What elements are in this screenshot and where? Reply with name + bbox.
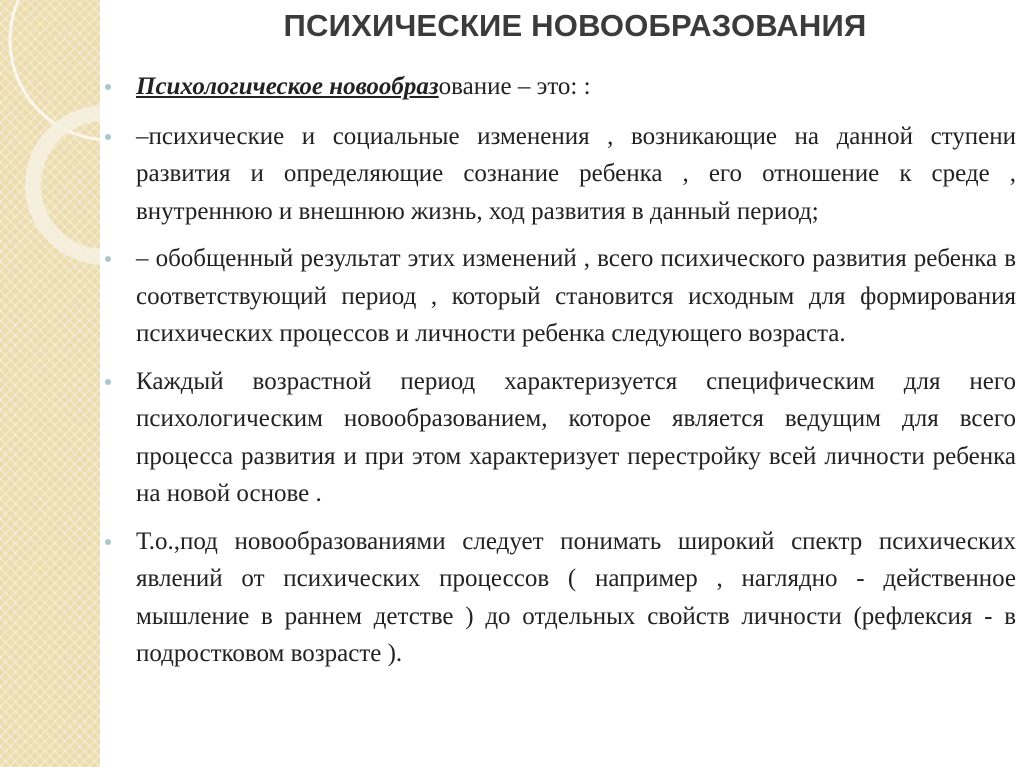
bullet-conclusion: Т.о.,под новообразованиями следует понимать широкий спектр психических явлений от психических процессов ( например , наглядно - действенное мышление в раннем детстве ) до отдельных свойств личности (рефлексия - в подростковом возрасте ). [136, 523, 1016, 673]
definition-term: Психологическое новообраз [136, 73, 439, 100]
slide-title: ПСИХИЧЕСКИЕ НОВООБРАЗОВАНИЯ [283, 8, 867, 43]
bullet-result: – обобщенный результат этих изменений , всего психического развития ребенка в соответствующий период , который становится исходным для формирования психических процессов и личности ребенка следующего возраста. [136, 240, 1016, 353]
bullet-definition [136, 68, 1016, 106]
decorative-ring-thick [33, 113, 100, 257]
decorative-side-panel [0, 0, 100, 767]
bullet-changes: –психические и социальные изменения , возникающие на данной ступени развития и определяющие сознание ребенка , его отношение к среде , внутреннюю и внешнюю жизнь, ход развития в данный период; [136, 118, 1016, 231]
slide-content [136, 68, 1016, 673]
definition-rest: ование – это: : [438, 73, 591, 100]
bullet-age-period: Каждый возрастной период характеризуется специфическим для него психологическим новообразованием, которое является ведущим для всего процесса развития и при этом характеризует перестройку всей личности ребенка на новой основе . [136, 363, 1016, 513]
decorative-rings [0, 0, 100, 767]
